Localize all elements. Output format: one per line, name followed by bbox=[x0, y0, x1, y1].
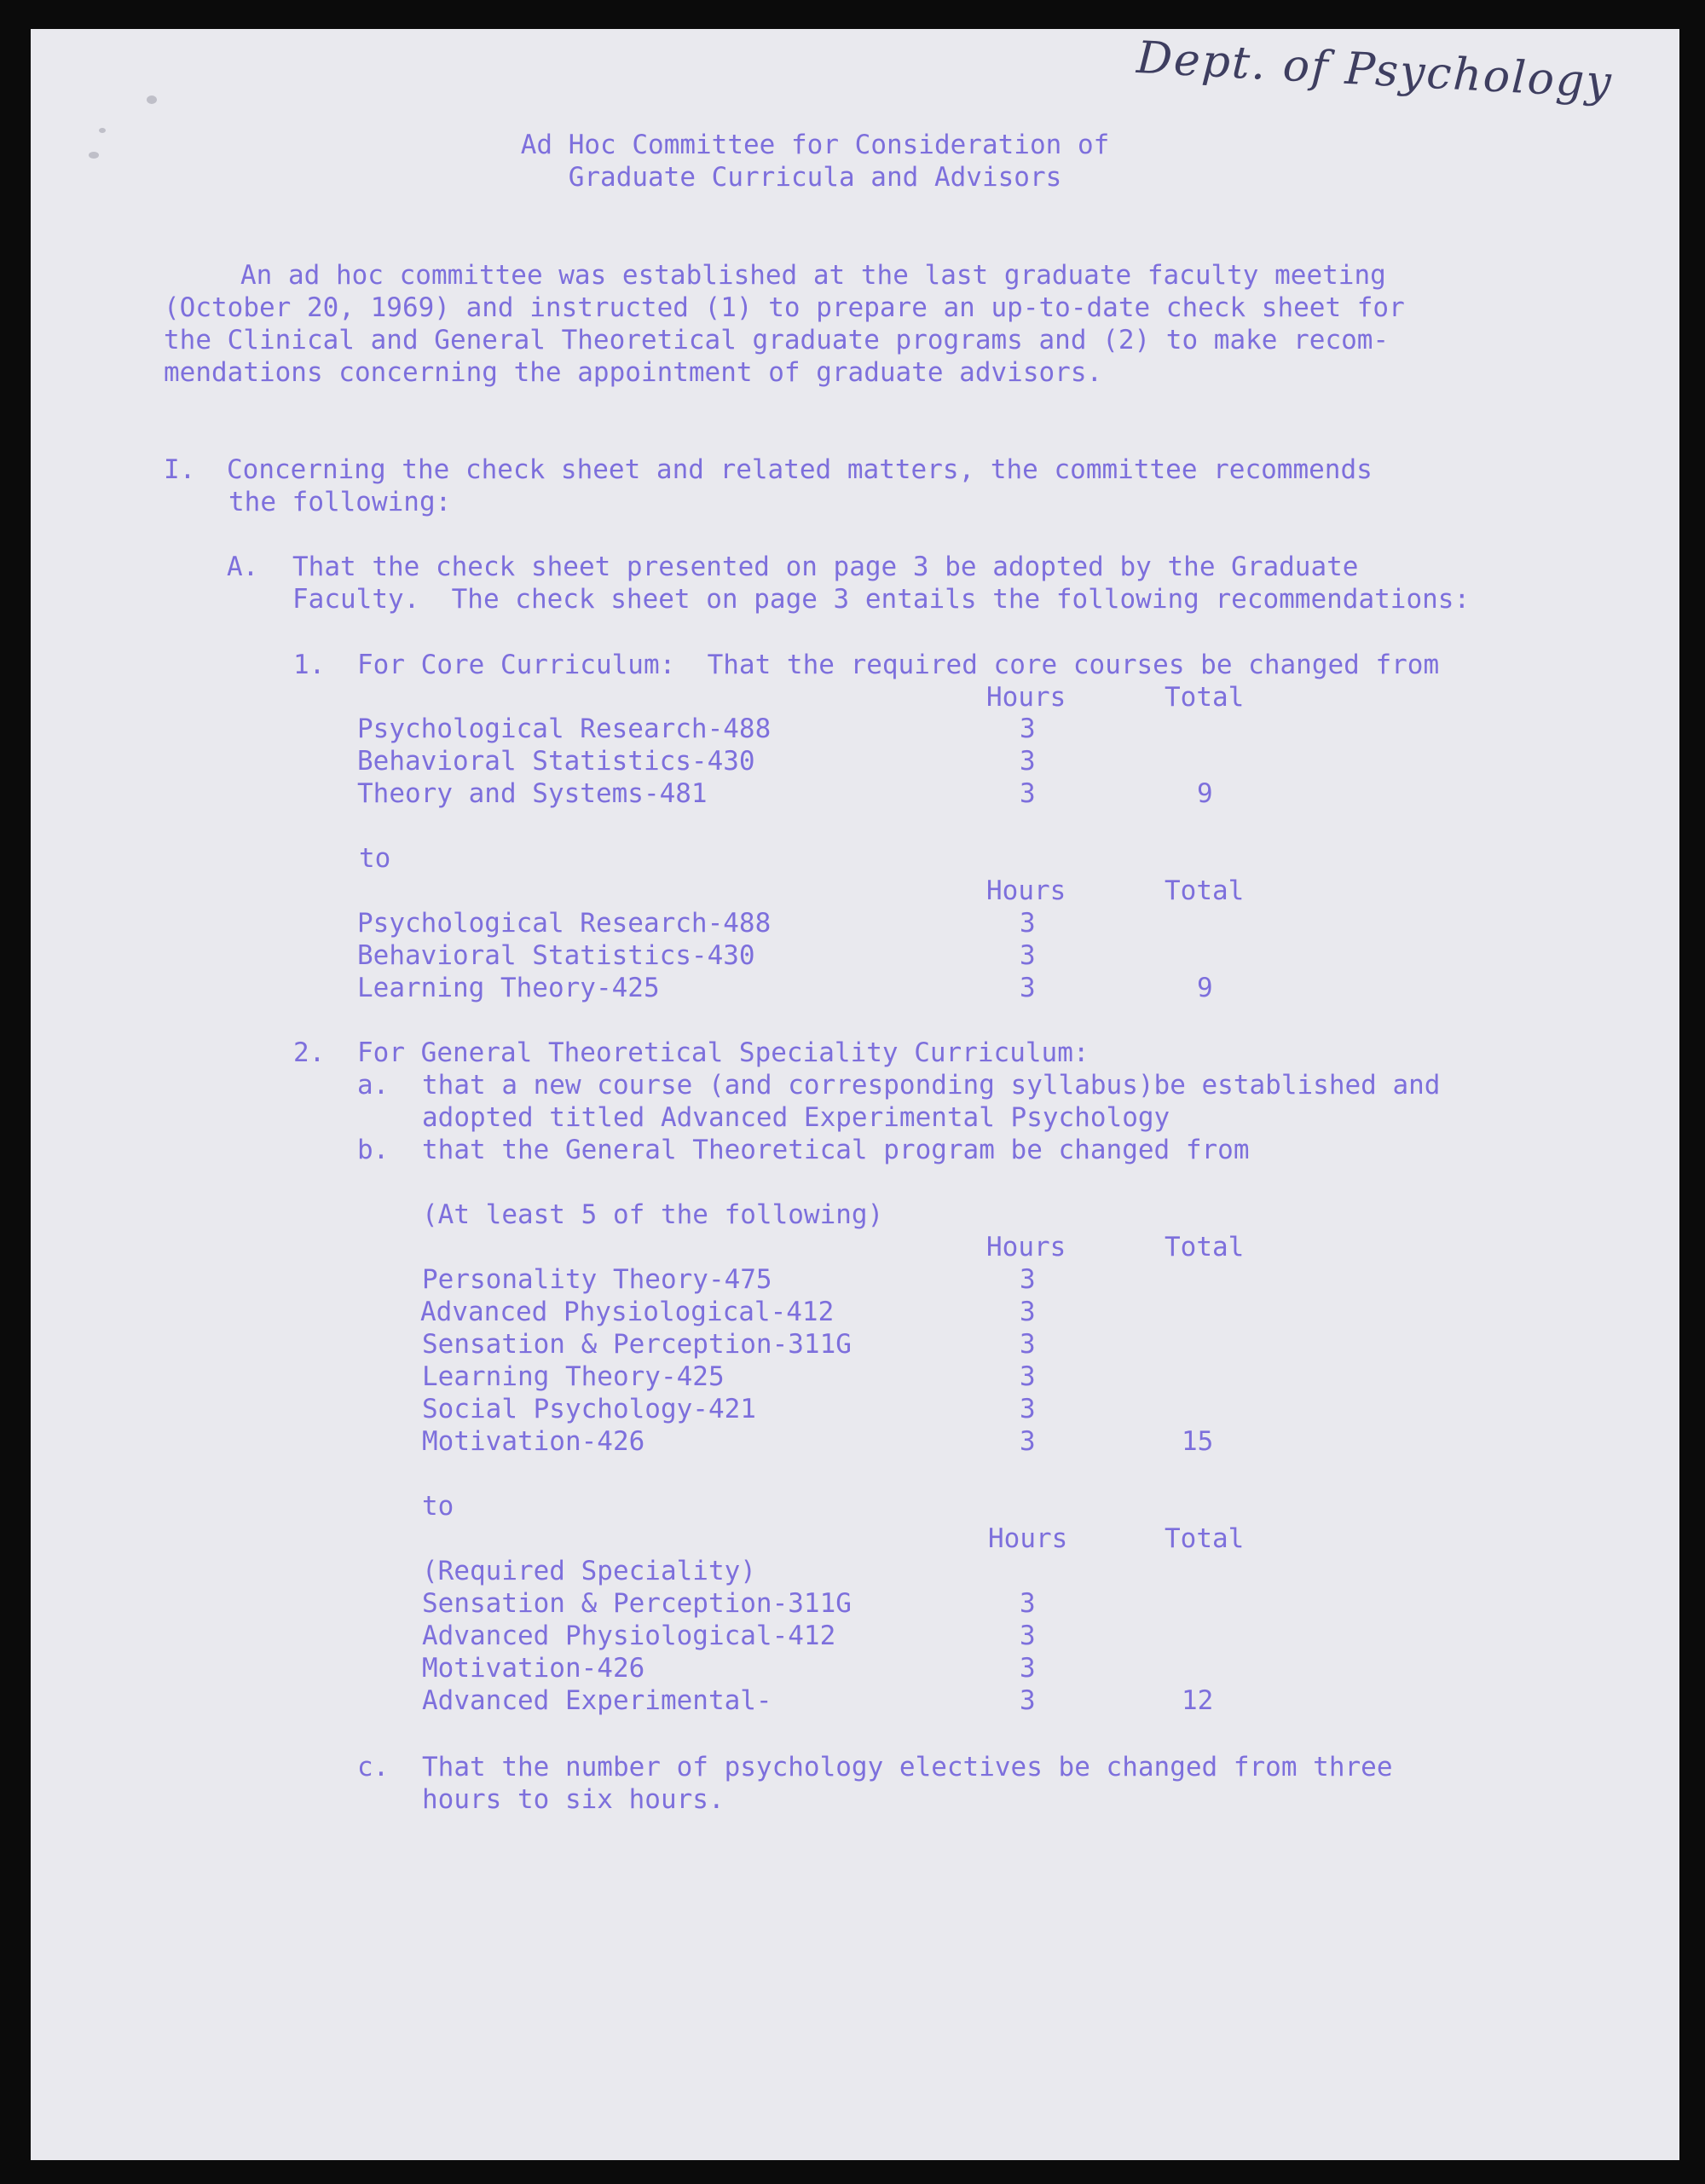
item-2b-text: that the General Theoretical program be changed from bbox=[422, 1135, 1250, 1165]
course-name: Personality Theory-475 bbox=[422, 1264, 772, 1295]
section-i-text: the following: bbox=[228, 487, 452, 517]
total-header: Total bbox=[1165, 682, 1245, 713]
course-total: 15 bbox=[1182, 1426, 1214, 1457]
course-name: Social Psychology-421 bbox=[422, 1394, 756, 1424]
course-name: Advanced Physiological-412 bbox=[420, 1297, 835, 1327]
to-label: to bbox=[422, 1491, 454, 1522]
course-name: Sensation & Perception-311G bbox=[422, 1588, 852, 1619]
course-hours: 3 bbox=[1020, 1329, 1036, 1360]
course-hours: 3 bbox=[1020, 1264, 1036, 1295]
title-line-1: Ad Hoc Committee for Consideration of bbox=[520, 130, 1110, 160]
course-hours: 3 bbox=[1020, 908, 1036, 939]
course-hours: 3 bbox=[1020, 1588, 1036, 1619]
item-2c-marker: c. bbox=[357, 1752, 390, 1782]
course-hours: 3 bbox=[1020, 940, 1036, 971]
section-i-text: Concerning the check sheet and related matters, the committee recommends bbox=[227, 454, 1373, 485]
course-hours: 3 bbox=[1020, 1394, 1036, 1424]
course-name: Motivation-426 bbox=[422, 1653, 645, 1684]
course-hours: 3 bbox=[1020, 1685, 1036, 1716]
course-name: Advanced Experimental- bbox=[422, 1685, 772, 1716]
item-2-text: For General Theoretical Speciality Curriculum: bbox=[357, 1037, 1089, 1068]
hours-header: Hours bbox=[986, 875, 1066, 906]
item-a-text: That the check sheet presented on page 3 be adopted by the Graduate bbox=[292, 552, 1359, 582]
course-hours: 3 bbox=[1020, 714, 1036, 744]
total-header: Total bbox=[1165, 875, 1245, 906]
handwritten-note: Dept. of Psychology bbox=[1135, 32, 1615, 109]
course-name: Motivation-426 bbox=[422, 1426, 645, 1457]
course-hours: 3 bbox=[1020, 1361, 1036, 1392]
item-2a-text: adopted titled Advanced Experimental Psychology bbox=[422, 1102, 1170, 1133]
course-name: Behavioral Statistics-430 bbox=[357, 940, 755, 971]
course-name: Psychological Research-488 bbox=[357, 908, 772, 939]
course-total: 12 bbox=[1182, 1685, 1214, 1716]
total-header: Total bbox=[1165, 1232, 1245, 1262]
hours-header: Hours bbox=[986, 682, 1066, 713]
total-header: Total bbox=[1165, 1523, 1245, 1554]
item-2c-text: hours to six hours. bbox=[422, 1784, 725, 1815]
item-1-marker: 1. bbox=[293, 650, 326, 680]
course-name: Behavioral Statistics-430 bbox=[357, 746, 755, 777]
gt-from-label: (At least 5 of the following) bbox=[422, 1199, 884, 1230]
course-hours: 3 bbox=[1020, 973, 1036, 1003]
item-a-text: Faculty. The check sheet on page 3 entails the following recommendations: bbox=[292, 584, 1471, 615]
item-2b-marker: b. bbox=[357, 1135, 390, 1165]
intro-line: the Clinical and General Theoretical graduate programs and (2) to make recom- bbox=[164, 325, 1390, 355]
course-total: 9 bbox=[1197, 778, 1213, 809]
course-hours: 3 bbox=[1020, 1426, 1036, 1457]
item-2a-text: that a new course (and corresponding syllabus)be established and bbox=[422, 1070, 1441, 1101]
course-name: Advanced Physiological-412 bbox=[422, 1621, 836, 1651]
course-name: Sensation & Perception-311G bbox=[422, 1329, 852, 1360]
course-hours: 3 bbox=[1020, 778, 1036, 809]
intro-line: (October 20, 1969) and instructed (1) to prepare an up-to-date check sheet for bbox=[164, 292, 1405, 323]
intro-line: An ad hoc committee was established at the last graduate faculty meeting bbox=[240, 260, 1386, 291]
item-2c-text: That the number of psychology electives be changed from three bbox=[422, 1752, 1393, 1782]
course-name: Learning Theory-425 bbox=[422, 1361, 725, 1392]
course-name: Psychological Research-488 bbox=[357, 714, 772, 744]
course-hours: 3 bbox=[1020, 1297, 1036, 1327]
intro-line: mendations concerning the appointment of graduate advisors. bbox=[164, 357, 1103, 388]
item-1-text: For Core Curriculum: That the required core courses be changed from bbox=[357, 650, 1440, 680]
course-name: Theory and Systems-481 bbox=[357, 778, 708, 809]
course-hours: 3 bbox=[1020, 1621, 1036, 1651]
item-a-marker: A. bbox=[227, 552, 259, 582]
paper-blemish bbox=[147, 95, 157, 104]
gt-to-label: (Required Speciality) bbox=[422, 1556, 756, 1586]
title-line-2: Graduate Curricula and Advisors bbox=[568, 162, 1062, 193]
course-hours: 3 bbox=[1020, 1653, 1036, 1684]
course-total: 9 bbox=[1197, 973, 1213, 1003]
course-hours: 3 bbox=[1020, 746, 1036, 777]
item-2a-marker: a. bbox=[357, 1070, 390, 1101]
course-name: Learning Theory-425 bbox=[357, 973, 660, 1003]
section-i-marker: I. bbox=[164, 454, 196, 485]
to-label: to bbox=[359, 843, 391, 874]
hours-header: Hours bbox=[986, 1232, 1066, 1262]
hours-header: Hours bbox=[988, 1523, 1068, 1554]
item-2-marker: 2. bbox=[293, 1037, 326, 1068]
